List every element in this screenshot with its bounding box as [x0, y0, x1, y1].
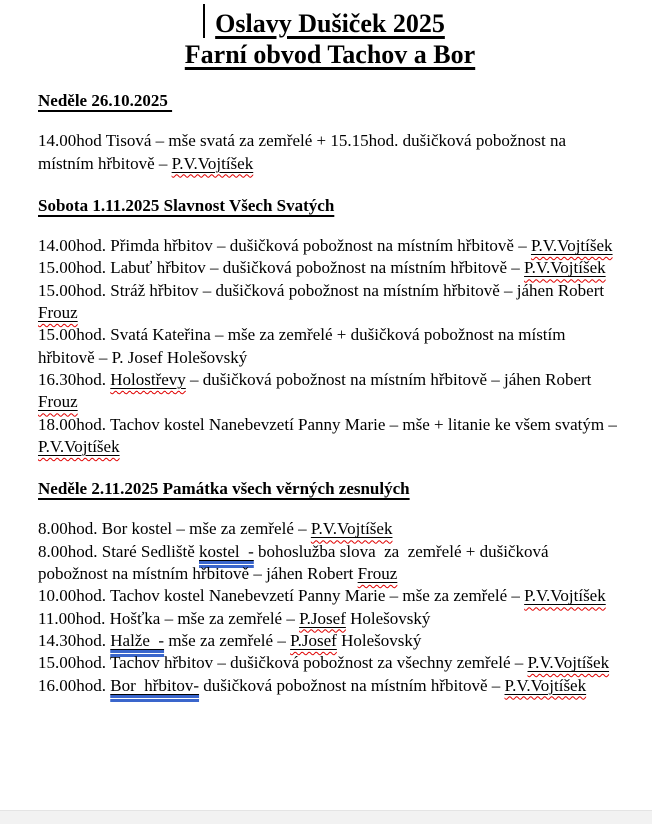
- spellcheck-flagged-name: [299, 609, 346, 628]
- underlined-text: Holostřevy: [110, 369, 186, 389]
- event-line[interactable]: [38, 541, 622, 586]
- underlined-text: Bor hřbitov-: [110, 675, 200, 695]
- spellcheck-flagged-name: [524, 258, 606, 277]
- underlined-text: Frouz: [357, 564, 398, 584]
- spellcheck-flagged-name: [110, 370, 186, 389]
- underlined-text: P.V.Vojtíšek: [171, 153, 254, 173]
- text-run: 14.00hod. Přimda hřbitov – dušičková pobožnost na místním hřbitově –: [38, 236, 531, 256]
- text-run: Holešovský: [345, 608, 431, 628]
- text-run: 11.00hod. Hošťka – mše za zemřelé –: [38, 608, 300, 628]
- text-run: 16.30hod.: [38, 369, 111, 389]
- text-run: 15.00hod. Svatá Kateřina – mše za zemřelé + dušičková pobožnost na místím hřbitově – P. Josef Holešovský: [38, 325, 570, 367]
- underlined-text: P.Josef: [299, 608, 346, 628]
- document-body: [38, 90, 622, 697]
- underlined-text: P.V.Vojtíšek: [310, 519, 393, 539]
- section-heading[interactable]: [38, 195, 622, 217]
- spellcheck-flagged-name: [38, 437, 120, 456]
- text-run: 16.00hod.: [38, 675, 111, 695]
- text-run: bohoslužba slova za zemřelé + dušičková pobožnost na místním hřbitově – jáhen Robert: [38, 541, 553, 584]
- text-run: 14.30hod.: [38, 630, 111, 650]
- spellcheck-flagged-name: [38, 392, 78, 411]
- grammar-flagged-text: [110, 676, 199, 695]
- spellcheck-flagged-name: [531, 236, 613, 255]
- text-run: Holešovský: [336, 630, 422, 650]
- text-run: 15.00hod. Labuť hřbitov – dušičková pobožnost na místním hřbitově –: [38, 258, 525, 278]
- event-line[interactable]: [38, 675, 622, 697]
- spellcheck-flagged-name: [290, 631, 337, 650]
- event-line[interactable]: [38, 324, 622, 369]
- spellcheck-flagged-name: [311, 519, 393, 538]
- text-run: 10.00hod. Tachov kostel Nanebevzetí Panny Marie – mše za zemřelé –: [38, 586, 525, 606]
- underlined-text: P.V.Vojtíšek: [38, 436, 120, 456]
- underlined-text: Halže -: [110, 630, 165, 650]
- underlined-text: kostel -: [199, 541, 254, 561]
- underlined-text: P.V.Vojtíšek: [524, 258, 606, 278]
- event-line[interactable]: [38, 652, 622, 674]
- text-run: 15.00hod. Stráž hřbitov – dušičková pobožnost na místním hřbitově – jáhen Robert: [38, 280, 609, 300]
- text-run: mše za zemřelé –: [164, 630, 291, 650]
- grammar-flagged-text: [199, 542, 254, 561]
- event-line[interactable]: [38, 630, 622, 652]
- spellcheck-flagged-name: [505, 676, 587, 695]
- underlined-text: P.V.Vojtíšek: [530, 236, 613, 256]
- underlined-text: Frouz: [38, 392, 78, 412]
- text-run: 14.00hod Tisová – mše svatá za zemřelé + 15.15hod. dušičková pobožnost na místním hřbitově –: [38, 131, 571, 173]
- title-text: Oslavy Dušiček 2025: [215, 9, 445, 38]
- event-line[interactable]: [38, 608, 622, 630]
- underlined-text: P.Josef: [290, 630, 337, 650]
- grammar-flagged-text: [110, 631, 164, 650]
- underlined-text: P.V.Vojtíšek: [504, 675, 587, 695]
- event-line[interactable]: [38, 130, 622, 175]
- event-line[interactable]: [38, 414, 622, 459]
- event-line[interactable]: [38, 585, 622, 607]
- event-line[interactable]: [38, 369, 622, 414]
- underlined-text: P.V.Vojtíšek: [524, 586, 606, 606]
- spellcheck-flagged-name: [38, 303, 78, 322]
- event-line[interactable]: [38, 235, 622, 257]
- spellcheck-flagged-name: [528, 653, 610, 672]
- text-run: 8.00hod. Bor kostel – mše za zemřelé –: [38, 519, 311, 539]
- text-run: 8.00hod. Staré Sedliště: [38, 541, 200, 561]
- section-heading-text: Neděle 2.11.2025 Památka všech věrných zesnulých: [38, 479, 410, 499]
- event-line[interactable]: [38, 518, 622, 540]
- spellcheck-flagged-name: [172, 154, 254, 173]
- document-title-line2[interactable]: [38, 39, 622, 70]
- title-text: Farní obvod Tachov a Bor: [184, 40, 476, 69]
- text-run: 15.00hod. Tachov hřbitov – dušičková pobožnost za všechny zemřelé –: [38, 653, 528, 673]
- underlined-text: P.V.Vojtíšek: [527, 653, 610, 673]
- section-heading-text: Sobota 1.11.2025 Slavnost Všech Svatých: [38, 195, 335, 215]
- text-run: dušičková pobožnost na místním hřbitově –: [199, 675, 505, 695]
- section-heading[interactable]: [38, 478, 622, 500]
- underlined-text: Frouz: [38, 303, 78, 323]
- page-bottom-margin-strip: [0, 810, 652, 824]
- text-cursor: [203, 4, 205, 38]
- section-heading-text: Neděle 26.10.2025: [38, 91, 173, 110]
- spellcheck-flagged-name: [524, 586, 606, 605]
- text-run: 18.00hod. Tachov kostel Nanebevzetí Panny Marie – mše + litanie ke všem svatým –: [38, 414, 622, 434]
- spellcheck-flagged-name: [358, 564, 398, 583]
- event-line[interactable]: [38, 257, 622, 279]
- document-title-line1[interactable]: [38, 8, 622, 39]
- text-run: – dušičková pobožnost na místním hřbitově – jáhen Robert: [185, 369, 596, 389]
- event-line[interactable]: [38, 280, 622, 325]
- section-heading[interactable]: [38, 90, 622, 112]
